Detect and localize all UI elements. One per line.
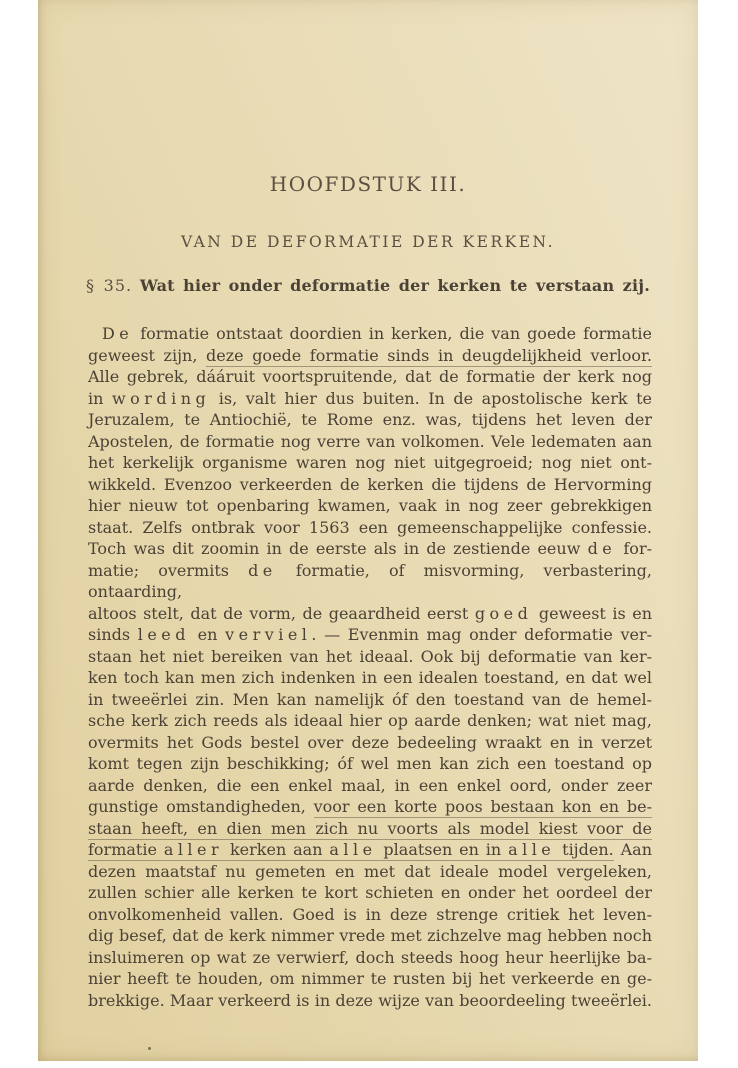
section-heading bbox=[86, 276, 650, 295]
text-line bbox=[88, 388, 652, 410]
text-segment: formatie, of misvorming, verbastering, ontaarding, bbox=[88, 560, 652, 601]
text-line bbox=[88, 990, 652, 1012]
text-line bbox=[88, 366, 652, 388]
text-line bbox=[88, 603, 652, 625]
text-segment: . — Evenmin mag onder deformatie ver- bbox=[311, 625, 653, 644]
text-segment: brekkige. Maar verkeerd is in deze wijze van beoordeeling tweeërlei. bbox=[88, 990, 652, 1010]
text-segment: staat. Zelfs ontbrak voor 1563 een gemeenschappelijke confessie. bbox=[88, 517, 652, 537]
text-segment: Alle gebrek, dááruit voortspruitende, dat de formatie der kerk nog bbox=[88, 367, 652, 386]
text-segment: wikkeld. Evenzoo verkeerden de kerken die tijdens de Hervorming bbox=[88, 474, 652, 494]
chapter-heading: HOOFDSTUK III. bbox=[269, 172, 467, 196]
section-title: Wat hier onder deformatie der kerken te verstaan zij. bbox=[139, 276, 651, 295]
text-line bbox=[88, 646, 652, 668]
text-segment: in bbox=[88, 388, 112, 408]
text-segment: for- bbox=[616, 539, 652, 558]
text-segment: Jeruzalem, te Antiochië, te Rome enz. was, tijdens het leven der bbox=[88, 410, 652, 429]
ink-speck bbox=[148, 1047, 151, 1050]
text-segment: matie; overmits bbox=[88, 560, 249, 580]
text-segment: en bbox=[189, 625, 226, 644]
text-segment: ken toch kan men zich indenken in een idealen toestand, en dat wel bbox=[88, 668, 652, 687]
text-line bbox=[88, 431, 652, 453]
text-line bbox=[88, 323, 652, 345]
text-segment: sinds bbox=[88, 625, 138, 644]
text-segment: Toch was dit zoomin in de eerste als in de zestiende eeuw bbox=[88, 539, 588, 558]
text-segment: de bbox=[587, 539, 617, 558]
pencil-underlined-text: aller bbox=[163, 840, 224, 859]
text-segment: geweest zijn, bbox=[88, 345, 207, 365]
text-segment: is, valt hier dus buiten. In de apostolische kerk te bbox=[210, 388, 652, 408]
text-line bbox=[88, 689, 652, 711]
text-line bbox=[88, 882, 652, 904]
text-line bbox=[88, 839, 652, 861]
text-line bbox=[88, 345, 652, 367]
text-line bbox=[88, 495, 652, 517]
text-line bbox=[88, 624, 652, 646]
text-segment: Apostelen, de formatie nog verre van volkomen. Vele ledematen aan bbox=[88, 431, 652, 451]
text-line bbox=[88, 474, 652, 496]
pencil-underlined-text: alle bbox=[329, 840, 377, 859]
text-segment: formatie ontstaat doordien in kerken, die van goede formatie bbox=[133, 324, 652, 343]
text-segment: hier nieuw tot openbaring kwamen, vaak in nog zeer gebrekkigen bbox=[88, 496, 652, 515]
text-line bbox=[88, 710, 652, 732]
text-segment: insluimeren op wat ze verwierf, doch steeds hoog heur heerlijke ba- bbox=[88, 947, 652, 967]
pencil-underlined-text: tijden. bbox=[555, 840, 614, 859]
text-segment: onvolkomenheid vallen. Goed is in deze strenge critiek het leven- bbox=[88, 904, 652, 924]
text-segment: verviel bbox=[225, 625, 312, 644]
text-line bbox=[88, 925, 652, 947]
text-line bbox=[88, 517, 652, 539]
pencil-underlined-text: deze goede formatie sinds in deugdelijkheid verloor. bbox=[206, 345, 652, 365]
text-line bbox=[88, 968, 652, 990]
text-segment: het kerkelijk organisme waren nog niet uitgegroeid; nog niet ont- bbox=[88, 453, 652, 472]
text-segment: dezen maatstaf nu gemeten en met dat ideale model vergeleken, bbox=[88, 861, 652, 881]
text-line bbox=[88, 409, 652, 431]
page-subtitle: VAN DE DEFORMATIE DER KERKEN. bbox=[180, 233, 556, 251]
text-segment: wording bbox=[111, 388, 211, 408]
pencil-underlined-text: voor een korte poos bestaan kon en be- bbox=[313, 797, 652, 816]
text-line bbox=[88, 452, 652, 474]
book-page bbox=[38, 0, 698, 1061]
text-line bbox=[88, 560, 652, 603]
pencil-underlined-text: kerken aan bbox=[223, 840, 330, 859]
text-line bbox=[88, 667, 652, 689]
text-segment: sche kerk zich reeds als ideaal hier op aarde denken; wat niet mag, bbox=[88, 711, 652, 730]
text-line bbox=[88, 861, 652, 883]
pencil-underlined-text: staan heeft, en dien men zich nu voorts als model kiest voor de bbox=[88, 818, 652, 838]
text-line bbox=[88, 775, 652, 797]
text-line bbox=[88, 947, 652, 969]
text-segment: Aan bbox=[613, 840, 653, 859]
text-segment: leed bbox=[137, 625, 190, 644]
text-segment: overmits het Gods bestel over deze bedeeling wraakt en in verzet bbox=[88, 732, 652, 752]
pencil-underlined-text: plaatsen en in bbox=[376, 840, 509, 859]
text-segment: zullen schier alle kerken te kort schieten en onder het oordeel der bbox=[88, 883, 652, 902]
text-segment: de bbox=[248, 560, 277, 580]
text-segment: nier heeft te houden, om nimmer te rusten bij het verkeerde en ge- bbox=[88, 969, 652, 988]
text-segment: dig besef, dat de kerk nimmer vrede met zichzelve mag hebben noch bbox=[88, 926, 652, 945]
text-segment: goed bbox=[474, 603, 533, 623]
pencil-underlined-text: formatie bbox=[88, 840, 164, 859]
text-line bbox=[88, 538, 652, 560]
text-segment: aarde denken, die een enkel maal, in een enkel oord, onder zeer bbox=[88, 775, 652, 795]
text-line bbox=[88, 818, 652, 840]
text-segment: De bbox=[102, 324, 134, 343]
text-line bbox=[88, 753, 652, 775]
pencil-underlined-text: alle bbox=[508, 840, 556, 859]
paragraph bbox=[88, 323, 652, 1011]
text-segment: komt tegen zijn beschikking; óf wel men kan zich een toestand op bbox=[88, 754, 652, 773]
section-number: § 35. bbox=[86, 276, 133, 295]
text-segment: gunstige omstandigheden, bbox=[88, 797, 314, 816]
text-segment: geweest is en bbox=[532, 603, 653, 623]
text-segment: altoos stelt, dat de vorm, de geaardheid eerst bbox=[88, 603, 475, 623]
text-segment: in tweeërlei zin. Men kan namelijk óf den toestand van de hemel- bbox=[88, 689, 652, 709]
text-segment: staan het niet bereiken van het ideaal. Ook bij deformatie van ker- bbox=[88, 646, 652, 666]
text-line bbox=[88, 796, 652, 818]
text-line bbox=[88, 904, 652, 926]
text-line bbox=[88, 732, 652, 754]
